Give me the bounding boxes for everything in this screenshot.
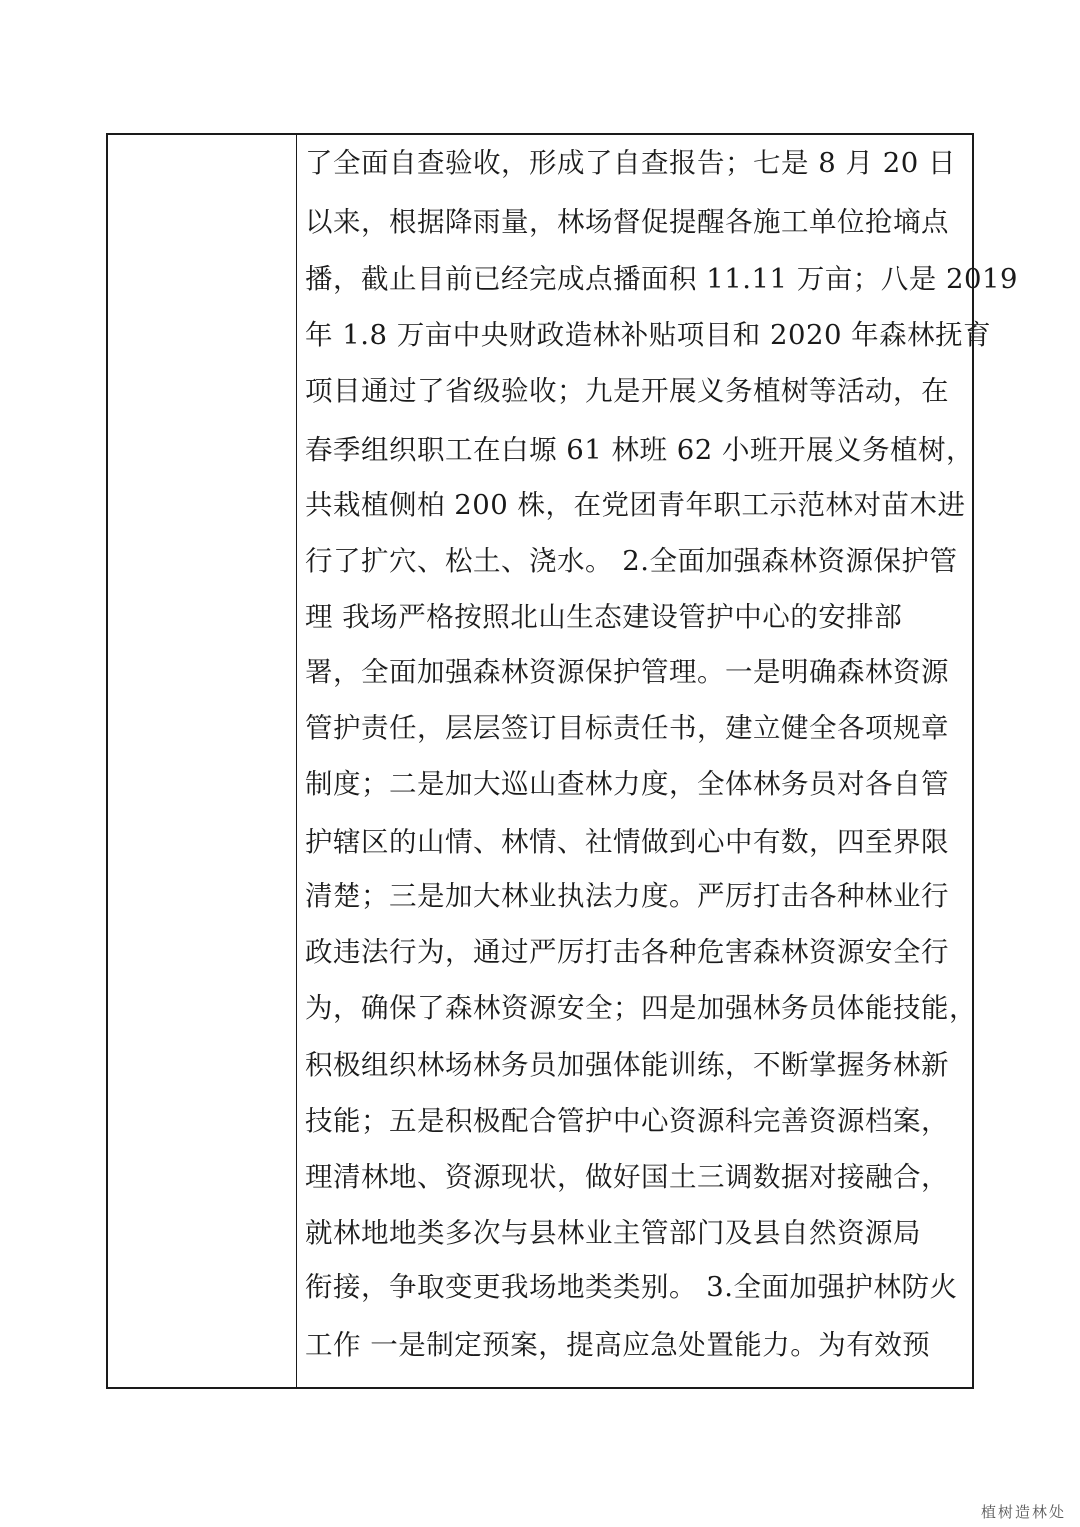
body-line: 理清林地、资源现状，做好国土三调数据对接融合， — [305, 1161, 949, 1193]
body-line: 以来，根据降雨量，林场督促提醒各施工单位抢墒点 — [305, 206, 949, 238]
body-line: 春季组织职工在白塬 61 林班 62 小班开展义务植树， — [305, 434, 974, 466]
body-line: 行了扩穴、松土、浇水。 2.全面加强森林资源保护管 — [305, 545, 958, 577]
body-line: 衔接，争取变更我场地类类别。 3.全面加强护林防火 — [305, 1271, 958, 1303]
body-line: 就林地地类多次与县林业主管部门及县自然资源局 — [305, 1217, 921, 1249]
body-line: 制度；二是加大巡山查林力度，全体林务员对各自管 — [305, 768, 949, 800]
text-cell — [297, 135, 1018, 1387]
content-table — [106, 133, 1018, 1389]
body-line: 清楚；三是加大林业执法力度。严厉打击各种林业行 — [305, 880, 949, 912]
body-line: 护辖区的山情、林情、社情做到心中有数，四至界限 — [305, 826, 949, 858]
body-line: 播，截止目前已经完成点播面积 11.11 万亩；八是 2019 — [305, 263, 1018, 295]
label-cell — [108, 135, 297, 1387]
body-line: 积极组织林场林务员加强体能训练，不断掌握务林新 — [305, 1049, 949, 1081]
body-line: 管护责任，层层签订目标责任书，建立健全各项规章 — [305, 712, 949, 744]
body-line: 了全面自查验收，形成了自查报告；七是 8 月 20 日 — [305, 147, 956, 179]
body-line: 署，全面加强森林资源保护管理。一是明确森林资源 — [305, 656, 949, 688]
body-line: 政违法行为，通过严厉打击各种危害森林资源安全行 — [305, 936, 949, 968]
body-line: 为，确保了森林资源安全；四是加强林务员体能技能， — [305, 992, 977, 1024]
body-line: 工作 一是制定预案，提高应急处置能力。为有效预 — [305, 1329, 931, 1361]
body-line: 项目通过了省级验收；九是开展义务植树等活动，在 — [305, 375, 949, 407]
body-line: 共栽植侧柏 200 株，在党团青年职工示范林对苗木进 — [305, 489, 966, 521]
body-line: 年 1.8 万亩中央财政造林补贴项目和 2020 年森林抚育 — [305, 319, 992, 351]
body-line: 技能；五是积极配合管护中心资源科完善资源档案， — [305, 1105, 949, 1137]
body-line: 理 我场严格按照北山生态建设管护中心的安排部 — [305, 601, 903, 633]
watermark-stamp: 植树造林处 — [980, 1503, 1066, 1521]
